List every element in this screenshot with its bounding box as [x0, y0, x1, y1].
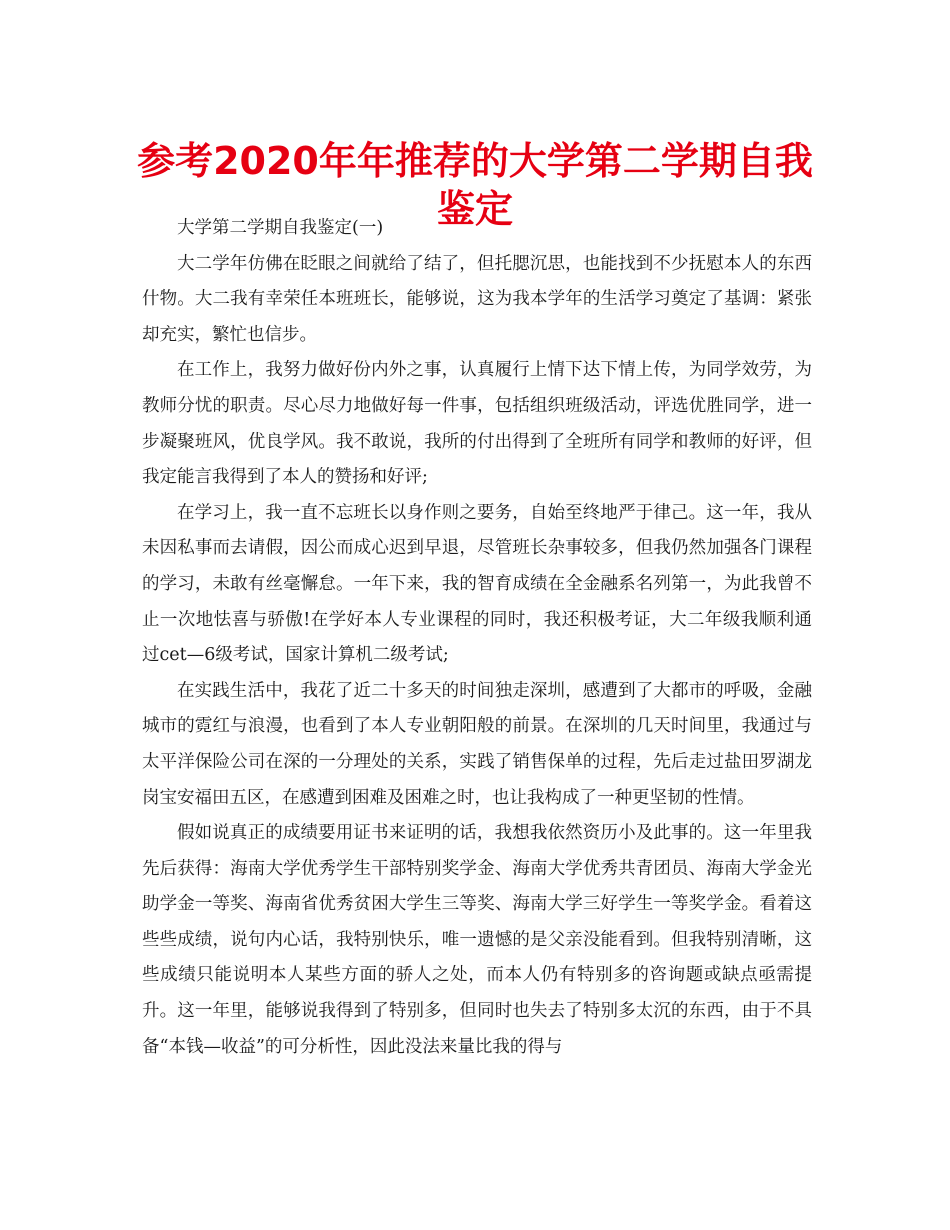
body-paragraph: 大二学年仿佛在眨眼之间就给了结了，但托腮沉思，也能找到不少抚慰本人的东西什物。大二我有幸荣任本班班长，能够说，这为我本学年的生活学习奠定了基调：紧张却充实，繁忙也信步。: [142, 253, 812, 345]
document-body: [142, 211, 812, 1065]
document-subheading: 大学第二学期自我鉴定(一): [177, 218, 384, 238]
document-title: 参考2020年年推荐的大学第二学期自我鉴定: [137, 139, 813, 232]
body-paragraph: 假如说真正的成绩要用证书来证明的话，我想我依然资历小及此事的。这一年里我先后获得：海南大学优秀学生干部特别奖学金、海南大学优秀共青团员、海南大学金光助学金一等奖、海南省优秀贫困大学生三等奖、海南大学三好学生一等奖学金。看着这些些成绩，说句内心话，我特别快乐，唯一遗憾的是父亲没能看到。但我特别清晰，这些成绩只能说明本人某些方面的骄人之处，而本人仍有特别多的咨询题或缺点亟需提升。这一年里，能够说我得到了特别多，但同时也失去了特别多太沉的东西，由于不具备“本钱—收益”的可分析性，因此没法来量比我的得与: [142, 823, 812, 1057]
body-paragraph: 在工作上，我努力做好份内外之事，认真履行上情下达下情上传，为同学效劳，为教师分忧的职责。尽心尽力地做好每一件事，包括组织班级活动，评选优胜同学，进一步凝聚班风，优良学风。我不敢说，我所的付出得到了全班所有同学和教师的好评，但我定能言我得到了本人的赞扬和好评;: [142, 360, 812, 488]
body-paragraph: 在学习上，我一直不忘班长以身作则之要务，自始至终地严于律己。这一年，我从未因私事而去请假，因公而成心迟到早退，尽管班长杂事较多，但我仍然加强各门课程的学习，未敢有丝毫懈怠。一年下来，我的智育成绩在全金融系名列第一，为此我曾不止一次地怯喜与骄傲!在学好本人专业课程的同时，我还积极考证，大二年级我顺利通过cet—6级考试，国家计算机二级考试;: [142, 502, 812, 666]
body-paragraph: 在实践生活中，我花了近二十多天的时间独走深圳，感遭到了大都市的呼吸，金融城市的霓红与浪漫，也看到了本人专业朝阳般的前景。在深圳的几天时间里，我通过与太平洋保险公司在深的一分理处的关系，实践了销售保单的过程，先后走过盐田罗湖龙岗宝安福田五区，在感遭到困难及困难之时，也让我构成了一种更坚韧的性情。: [142, 680, 812, 808]
